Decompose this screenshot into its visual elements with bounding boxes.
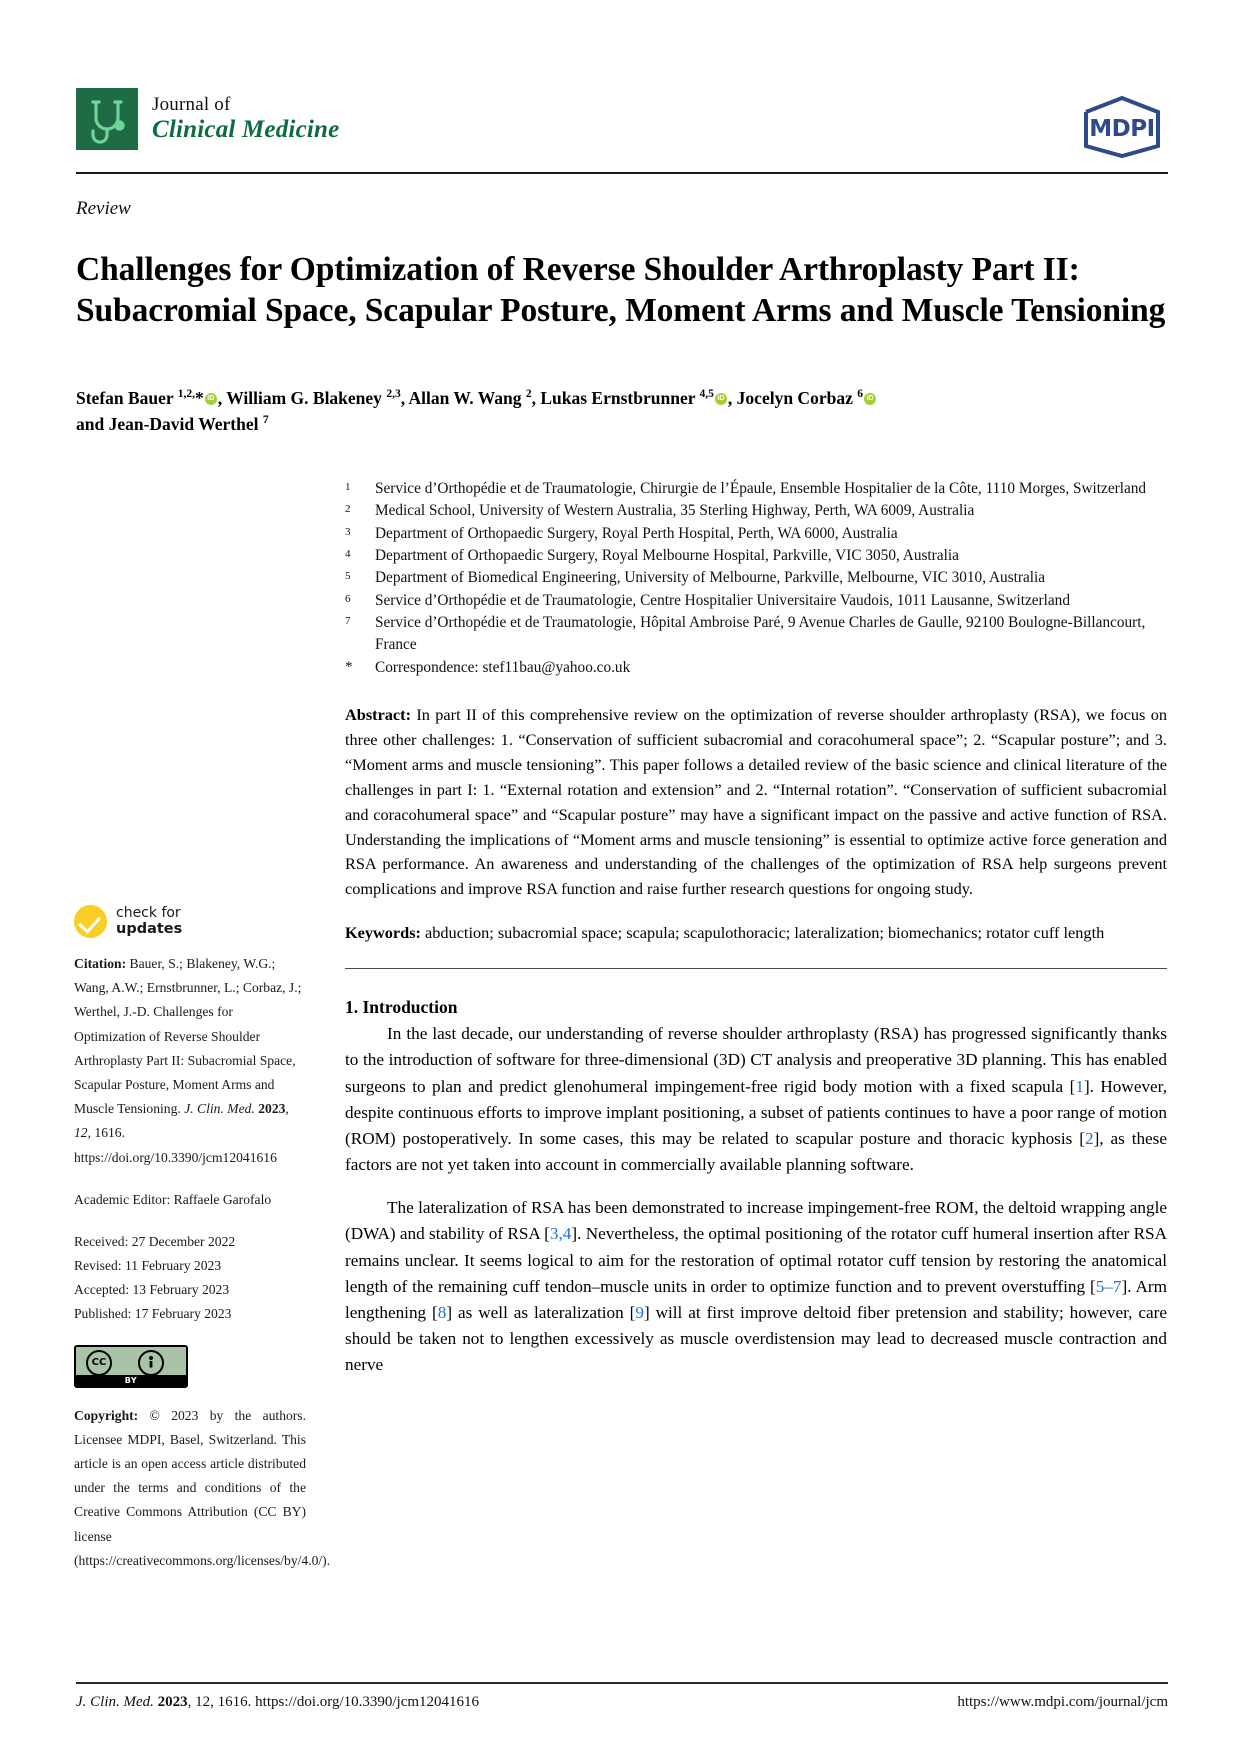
footer-url[interactable]: https://www.mdpi.com/journal/jcm <box>957 1694 1168 1710</box>
accepted-date: Accepted: 13 February 2023 <box>74 1282 230 1298</box>
para2-mid3: ] as well as lateralization [ <box>446 1302 636 1322</box>
affiliation-row <box>345 500 1167 522</box>
author-allan-wang: Allan W. Wang $^2$ <box>408 388 532 408</box>
citation-ref-5-7[interactable]: 5–7 <box>1095 1276 1122 1296</box>
citation-ref-9[interactable]: 9 <box>635 1302 644 1322</box>
cc-by-label: BY <box>76 1375 186 1386</box>
keywords-label: Keywords: <box>345 923 421 943</box>
footer-year: 2023 <box>157 1694 188 1710</box>
abstract-block <box>345 703 1167 902</box>
dates-block <box>74 1230 306 1327</box>
citation-ref-1[interactable]: 1 <box>1075 1076 1084 1096</box>
author-lukas-ernstbrunner: Lukas Ernstbrunner $^{4,5}$ <box>540 388 714 408</box>
citation-ref-2[interactable]: 2 <box>1084 1128 1094 1148</box>
para1-mid: ]. However, despite continuous efforts to improve implant positioning, a subset of patients continues to have a poor range of motion (ROM) postoperatively. In some cases, this may be related to scapular posture and thoracic kyphosis [ <box>345 1076 1167 1148</box>
citation-ref-3-4[interactable]: 3,4 <box>549 1224 572 1244</box>
citation-block: Citation: Bauer, S.; Blakeney, W.G.; Wang, A.W.; Ernstbrunner, L.; Corbaz, J.; Werthel, J.-D. Challenges for Optimization of Reverse Shoulder Arthroplasty Part II: Subacromial Space, Scapular Posture, Moment Arms and Muscle Tensioning. J. Clin. Med. 2023, 12, 1616. https://doi.org/10.3390/jcm12041616 <box>74 956 302 1165</box>
keywords-text: abduction; subacromial space; scapula; scapulothoracic; lateralization; biomechanics; rotator cuff length <box>425 923 1105 943</box>
copyright-text: © 2023 by the authors. Licensee MDPI, Basel, Switzerland. This article is an open access article distributed under the terms and conditions of the Creative Commons Attribution (CC BY) license (https://creativecommons.org/licenses/by/4.0/). <box>74 1407 331 1568</box>
footer-citation <box>76 1694 479 1711</box>
para1-pre: In the last decade, our understanding of reverse shoulder arthroplasty (RSA) has progressed significantly thanks to the introduction of software for three-dimensional (3D) CT analysis and preoperative 3D planning. This has enabled surgeons to plan and predict glenohumeral impingement-free rigid body motion with a fixed scapula [ <box>345 1024 1167 1096</box>
revised-date: Revised: 11 February 2023 <box>74 1258 222 1274</box>
journal-logo <box>76 88 339 150</box>
footer-divider <box>76 1682 1168 1684</box>
correspondence-email[interactable]: Correspondence: stef11bau@yahoo.co.uk <box>375 658 631 676</box>
author-william-blakeney: William G. Blakeney $^{2,3}$ <box>226 388 401 408</box>
orcid-icon[interactable] <box>715 393 727 405</box>
author-jocelyn-corbaz: Jocelyn Corbaz $^6$ <box>736 388 863 408</box>
author-jean-david-werthel: and Jean-David Werthel $^7$ <box>76 414 269 435</box>
para2-pre: The lateralization of RSA has been demonstrated to increase impingement-free ROM, the deltoid wrapping angle (DWA) and stability of RSA [ <box>345 1198 1167 1244</box>
citation-label: Citation: <box>74 956 127 971</box>
stethoscope-icon <box>76 88 138 150</box>
affiliation-row <box>345 567 1167 589</box>
affiliation-marker: 3 <box>345 525 351 538</box>
journal-name-line2: Clinical Medicine <box>152 116 340 144</box>
citation-year: 2023 <box>258 1101 286 1117</box>
footer-rest: , 12, 1616. https://doi.org/10.3390/jcm12041616 <box>187 1694 480 1710</box>
keywords-block <box>345 921 1167 945</box>
affiliation-row <box>345 590 1167 612</box>
creative-commons-icon[interactable] <box>74 1345 188 1388</box>
academic-editor: Academic Editor: Raffaele Garofalo <box>74 1191 272 1207</box>
citation-ref-8[interactable]: 8 <box>437 1302 447 1322</box>
para1-post: ], as these factors are not yet taken into account in commercially available planning software. <box>345 1128 1168 1174</box>
copyright-label: Copyright: <box>74 1407 139 1423</box>
check-for-updates-line1: check for <box>116 904 181 921</box>
affiliation-text: Medical School, University of Western Australia, 35 Sterling Highway, Perth, WA 6009, Australia <box>375 502 975 520</box>
received-date: Received: 27 December 2022 <box>74 1233 236 1249</box>
article-type-label: Review <box>76 198 131 219</box>
citation-doi-link[interactable]: https://doi.org/10.3390/jcm12041616 <box>74 1149 277 1165</box>
published-date: Published: 17 February 2023 <box>74 1306 232 1322</box>
affiliation-text: Service d’Orthopédie et de Traumatologie, Chirurgie de l’Épaule, Ensemble Hospitalier de la Côte, 1110 Morges, Switzerland <box>375 480 1147 497</box>
citation-article-number: 1616. <box>94 1125 125 1141</box>
introduction-paragraph-1 <box>345 1021 1167 1178</box>
affiliation-text: Department of Orthopaedic Surgery, Royal Melbourne Hospital, Parkville, VIC 3050, Australia <box>375 546 959 564</box>
affiliation-marker: 5 <box>345 570 351 583</box>
orcid-icon[interactable] <box>205 393 217 405</box>
affiliation-text: Service d’Orthopédie et de Traumatologie, Hôpital Ambroise Paré, 9 Avenue Charles de Gaulle, 92100 Boulogne-Billancourt, France <box>375 613 1146 654</box>
affiliation-marker: 2 <box>345 503 351 516</box>
affiliation-row <box>345 523 1167 545</box>
introduction-paragraph-2 <box>345 1195 1167 1378</box>
introduction-heading: 1. Introduction <box>345 997 458 1018</box>
affiliations-list <box>345 478 1167 679</box>
affiliation-text: Department of Biomedical Engineering, University of Melbourne, Parkville, Melbourne, VIC 3010, Australia <box>375 569 1046 587</box>
citation-text: Bauer, S.; Blakeney, W.G.; Wang, A.W.; Ernstbrunner, L.; Corbaz, J.; Werthel, J.-D. Challenges for Optimization of Reverse Shoulder Arthroplasty Part II: Subacromial Space, Scapular Posture, Moment Arms and Muscle Tensioning. <box>74 956 302 1117</box>
check-for-updates-line2: updates <box>116 921 183 938</box>
main-column <box>345 478 1167 1395</box>
para2-mid1: ]. Nevertheless, the optimal positioning of the rotator cuff humeral insertion after RSA remains unclear. It seems logical to aim for the restoration of optimal rotator cuff tension by restoring the anatomical length of the remaining cuff tendon–muscle units in order to optimize function and to prevent overstuffing [ <box>345 1224 1168 1296</box>
para2-post: ] will at first improve deltoid fiber pretension and stability; however, care should be taken not to lengthen excessively as muscle overdistension may lead to decreased muscle contraction and nerve <box>345 1302 1167 1375</box>
orcid-icon[interactable] <box>864 393 876 405</box>
section-divider <box>345 968 1167 970</box>
author-list: Stefan Bauer $^{1,2,}$* iD , William G. Blakeney $^{2,3}$, Allan W. Wang $^2$, Lukas Ernstbrunner $^{4,5}$ iD , Jocelyn Corbaz $^6$iD and Jean-David Werthel $^7$ <box>76 385 1171 438</box>
svg-text:MDPI: MDPI <box>1089 116 1155 142</box>
affiliation-marker: 1 <box>345 481 351 493</box>
affiliation-marker: 6 <box>345 592 351 605</box>
mdpi-logo-icon <box>1076 90 1168 160</box>
journal-name-line1: Journal of <box>152 93 231 115</box>
abstract-label: Abstract: <box>345 704 412 724</box>
page-title: Challenges for Optimization of Reverse Shoulder Arthroplasty Part II: Subacromial Space, Scapular Posture, Moment Arms and Muscle Tensioning <box>76 251 1166 329</box>
affiliation-text: Department of Orthopaedic Surgery, Royal Perth Hospital, Perth, WA 6000, Australia <box>375 524 898 542</box>
citation-volume: 12 <box>74 1125 88 1141</box>
journal-title-block <box>152 94 339 144</box>
affiliation-row <box>345 478 1167 500</box>
abstract-text: In part II of this comprehensive review on the optimization of reverse shoulder arthroplasty (RSA), we focus on three other challenges: 1. “Conservation of sufficient subacromial and coracohumeral space”; 2. “Scapular posture”; and 3. “Moment arms and muscle tensioning”. This paper follows a detailed review of the basic science and clinical literature of the challenges in part I: 1. “External rotation and extension” and 2. “Internal rotation”. “Conservation of sufficient subacromial and coracohumeral space” and “Scapular posture” may have a significant impact on the passive and active function of RSA. Understanding the implications of “Moment arms and muscle tensioning” is essential to optimize active force generation and RSA performance. An awareness and understanding of the challenges of the optimization of RSA help surgeons prevent complications and improve RSA function and raise further research questions for ongoing study. <box>345 704 1167 899</box>
cc-circle-icon: CC <box>86 1350 112 1376</box>
footer-journal: J. Clin. Med. <box>76 1694 154 1710</box>
correspondence-row <box>345 657 1167 679</box>
correspondence-marker: * <box>345 658 353 675</box>
copyright-block <box>74 1404 331 1573</box>
header-divider <box>76 172 1168 174</box>
cc-person-icon <box>138 1350 164 1376</box>
citation-journal: J. Clin. Med. <box>184 1101 255 1117</box>
affiliation-row <box>345 612 1167 657</box>
para2-mid2: ]. Arm lengthening [ <box>345 1276 1167 1322</box>
affiliation-marker: 7 <box>345 614 351 627</box>
affiliation-text: Service d’Orthopédie et de Traumatologie, Centre Hospitalier Universitaire Vaudois, 1011 Lausanne, Switzerland <box>375 591 1070 609</box>
affiliation-marker: 4 <box>345 547 351 560</box>
author-stefan-bauer: Stefan Bauer $^{1,2,}$* <box>76 388 204 408</box>
sidebar <box>74 904 331 1591</box>
checkmark-icon <box>74 905 107 938</box>
check-for-updates-badge[interactable] <box>74 905 306 938</box>
affiliation-row <box>345 545 1167 567</box>
page-header <box>76 88 1168 166</box>
